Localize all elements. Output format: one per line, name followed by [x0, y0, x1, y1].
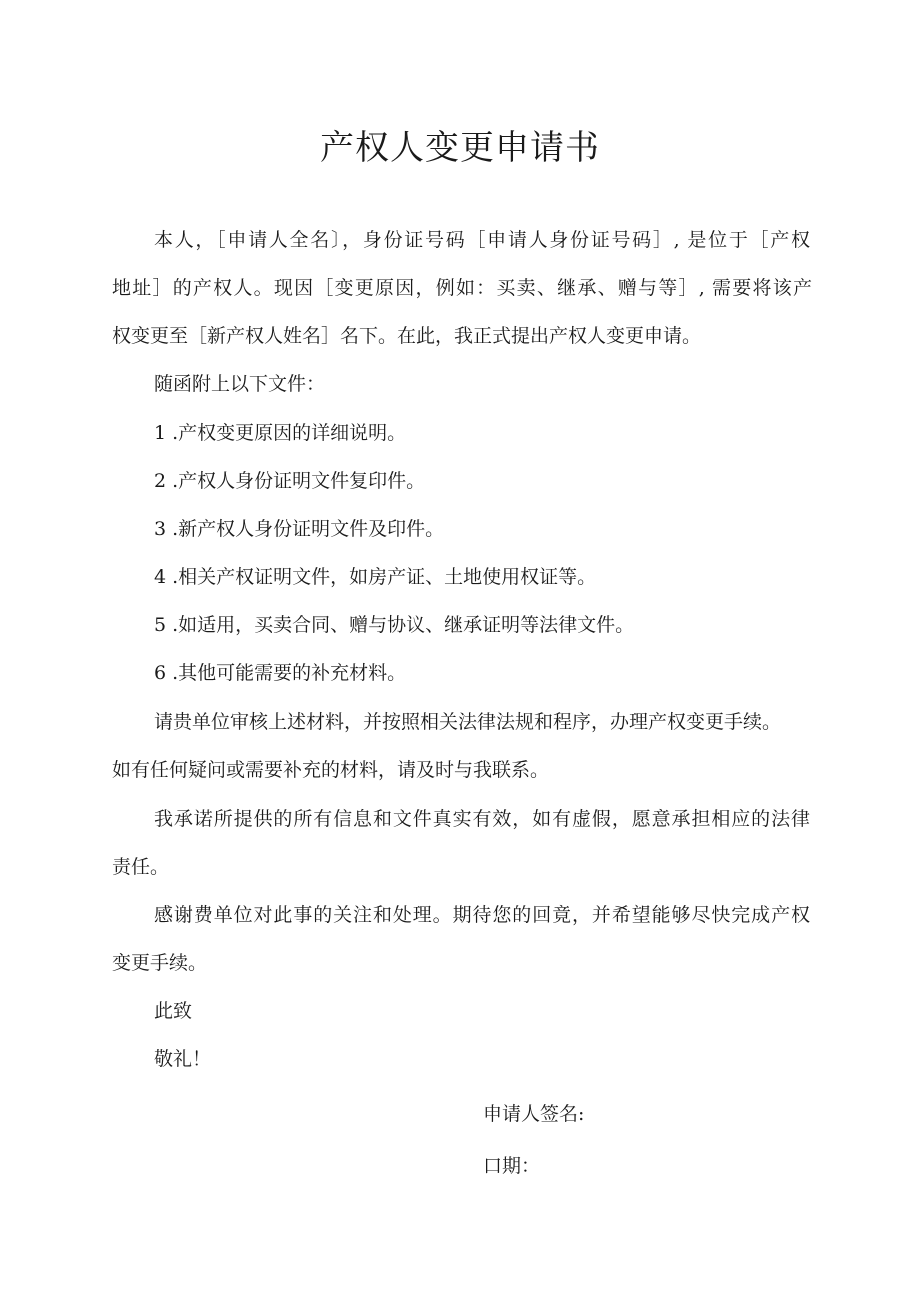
signature-label: 申请人签名: — [483, 1103, 585, 1125]
promise-line-2: 责任。 — [112, 856, 170, 878]
attachment-item-1: 1 .产权变更原因的详细说明。 — [154, 422, 407, 444]
closing-line-1: 此致 — [154, 1000, 193, 1022]
date-label: 口期： — [483, 1155, 541, 1177]
document-title: 产权人变更申请书 — [320, 128, 600, 168]
attachment-item-2: 2 .产权人身份证明文件复印件。 — [154, 470, 426, 492]
intro-line-1: 本人，［申请人全名〕，身份证号码［申请人身份证号码］, 是位于［产权 — [154, 229, 810, 251]
closing-line-2: 敬礼！ — [154, 1048, 212, 1070]
promise-line-1: 我承诺所提供的所有信息和文件真实有效，如有虚假，愿意承担相应的法律 — [154, 808, 810, 830]
intro-line-2: 地址］的产权人。现因［变更原因，例如：买卖、继承、赠与等］, 需要将该产 — [112, 277, 812, 299]
attachments-heading: 随函附上以下文件： — [154, 373, 326, 395]
intro-line-3: 权变更至［新产权人姓名］名下。在此，我正式提出产权人变更申请。 — [112, 325, 702, 347]
thanks-line-2: 变更手续。 — [112, 952, 208, 974]
request-line-1: 请贵单位审核上述材料，并按照相关法律法规和程序，办理产权变更手续。 — [154, 711, 782, 733]
request-line-2: 如有任何疑问或需要补充的材料，请及时与我联系。 — [112, 759, 550, 781]
attachment-item-5: 5 .如适用，买卖合同、赠与协议、继承证明等法律文件。 — [154, 614, 635, 636]
thanks-line-1: 感谢费单位对此事的关注和处理。期待您的回竟，并希望能够尽快完成产权 — [154, 904, 810, 926]
attachment-item-6: 6 .其他可能需要的补充材料。 — [154, 662, 407, 684]
attachment-item-4: 4 .相关产权证明文件，如房产证、土地使用权证等。 — [154, 566, 597, 588]
attachment-item-3: 3 .新产权人身份证明文件及印件。 — [154, 518, 445, 540]
